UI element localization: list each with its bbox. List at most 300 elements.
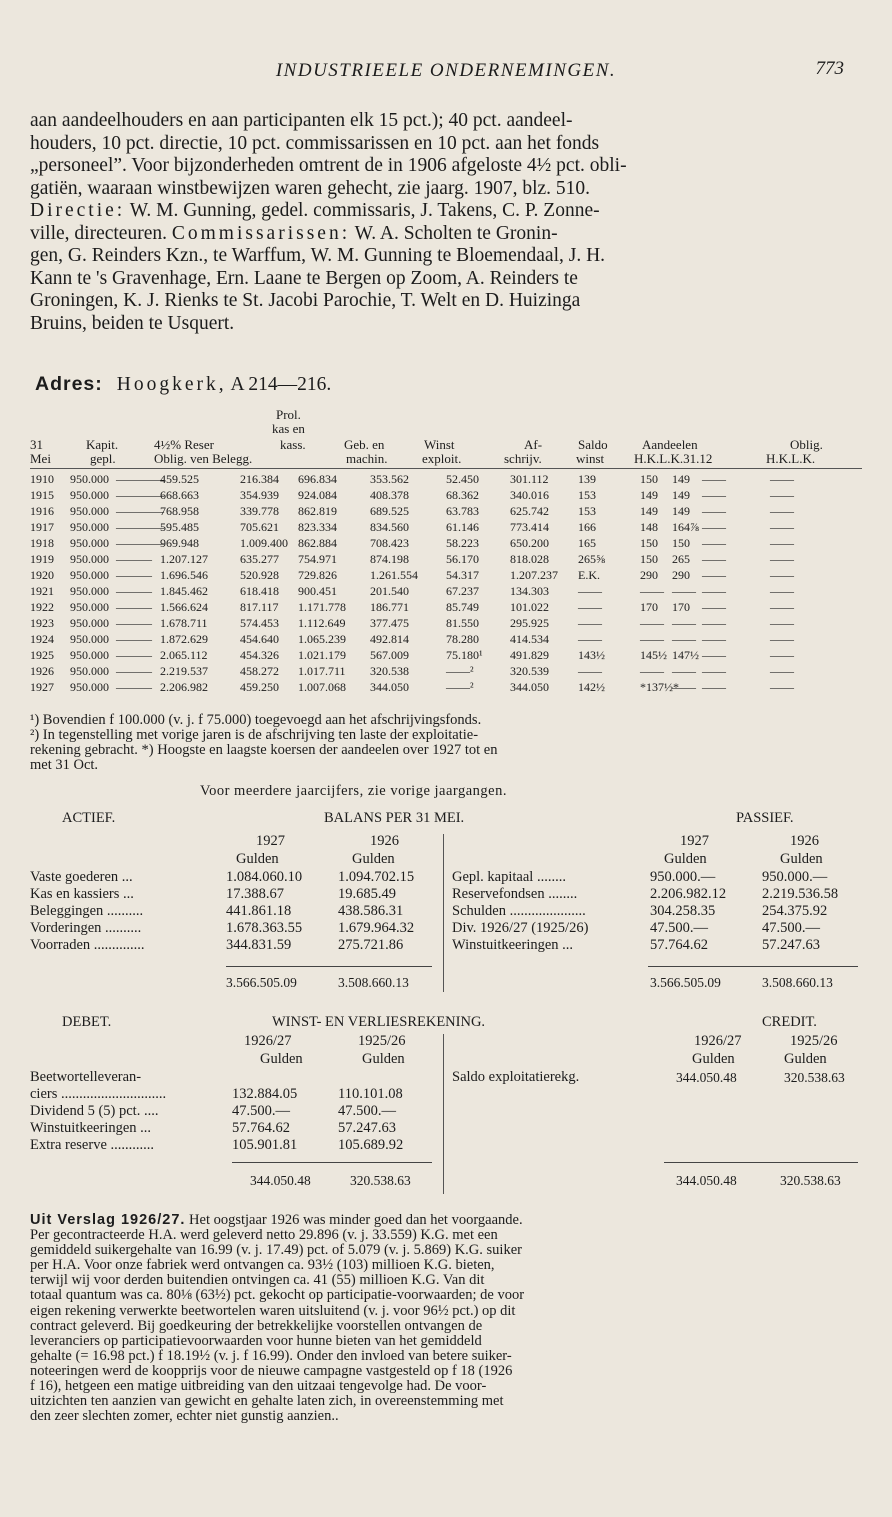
address-label: Adres:	[35, 373, 103, 395]
winst-row-value: 105.689.92	[338, 1137, 404, 1153]
table-cell: 170	[640, 600, 658, 614]
table-cell: 148	[640, 520, 658, 534]
winst-row-value: 57.764.62	[232, 1120, 290, 1136]
table-cell: ——	[702, 504, 726, 518]
table-cell: 950.000	[70, 680, 109, 694]
table-cell: 320.538	[370, 664, 409, 678]
table-row	[30, 600, 862, 616]
table-cell: ——	[578, 664, 602, 678]
table-cell: 924.084	[298, 488, 337, 502]
table-cell: 153	[578, 488, 596, 502]
table-cell: 85.749	[446, 600, 479, 614]
table-cell: 1917	[30, 520, 54, 534]
balans-title: BALANS PER 31 MEI.	[324, 810, 465, 826]
intro-line: „personeel”. Voor bijzonderheden omtrent de in 1906 afgeloste 4½ pct. obli-	[30, 155, 627, 176]
table-cell: 149	[672, 504, 690, 518]
balans-row-value: 57.764.62	[650, 937, 708, 953]
table-cell: 1.021.179	[298, 648, 346, 662]
table-cell: 1.112.649	[298, 616, 346, 630]
table-cell: ——	[770, 504, 794, 518]
table-cell: 149	[640, 488, 658, 502]
table-cell: 1.872.629	[160, 632, 208, 646]
table-cell: 862.884	[298, 536, 337, 550]
table-row	[30, 648, 862, 664]
address-line	[35, 373, 331, 396]
table-row	[30, 536, 862, 552]
table-cell: 1.009.400	[240, 536, 288, 550]
table-cell: 773.414	[510, 520, 549, 534]
table-cell: ——	[770, 472, 794, 486]
table-cell: 950.000	[70, 472, 109, 486]
table-cell: ——	[770, 680, 794, 694]
address-number: A 214—216.	[230, 374, 332, 395]
table-cell: ——	[672, 664, 696, 678]
balans-total: 3.508.660.13	[762, 975, 833, 990]
balans-unit: Gulden	[352, 851, 395, 867]
winst-total: 344.050.48	[250, 1173, 311, 1188]
header-oblig: Oblig. ven Belegg.	[154, 451, 253, 466]
winst-row-label: Extra reserve ............	[30, 1137, 155, 1153]
table-cell: 635.277	[240, 552, 279, 566]
table-cell: ——	[770, 488, 794, 502]
table-cell: 295.925	[510, 616, 549, 630]
table-cell: ——	[770, 632, 794, 646]
winst-row-value: 105.901.81	[232, 1137, 298, 1153]
balans-row-value: 438.586.31	[338, 903, 404, 919]
table-cell: 1910	[30, 472, 54, 486]
winst-row-label: Dividend 5 (5) pct. ....	[30, 1103, 159, 1119]
table-cell: 950.000	[70, 488, 109, 502]
balans-row-label: Kas en kassiers ...	[30, 886, 134, 902]
table-cell: 61.146	[446, 520, 479, 534]
balans-row-value: 1.094.702.15	[338, 869, 415, 885]
header-gepl: gepl.	[90, 451, 116, 466]
intro-line: Bruins, beiden te Usquert.	[30, 312, 235, 334]
table-cell: ——	[702, 568, 726, 582]
table-cell: 344.050	[510, 680, 549, 694]
balans-row-value: 254.375.92	[762, 903, 828, 919]
winst-year: 1926/27	[244, 1033, 292, 1049]
balans-year: 1926	[370, 833, 399, 849]
table-cell: ——	[640, 584, 664, 598]
table-cell: 950.000	[70, 584, 109, 598]
verslag-line	[30, 1213, 862, 1228]
winst-credit-title: CREDIT.	[762, 1014, 817, 1030]
table-cell: 166	[578, 520, 596, 534]
verslag-line: eigen rekening verwerkte beetwortelen waren uitsluitend (v. j. voor 96½ pct.) op dit	[30, 1302, 516, 1319]
table-cell: 567.009	[370, 648, 409, 662]
table-cell: 186.771	[370, 600, 409, 614]
verslag-line: uitzichten ten aanzien van gewicht en gehalte laten zich, in overeenstemming met	[30, 1393, 504, 1410]
table-cell: ——	[672, 680, 696, 694]
table-cell: 1922	[30, 600, 54, 614]
balans-row-value: 950.000.—	[762, 869, 828, 885]
table-cell: 2.219.537	[160, 664, 208, 678]
table-cell: 520.928	[240, 568, 279, 582]
header-saldo-winst: winst	[576, 451, 605, 466]
balans-row-label: Schulden .....................	[452, 903, 586, 919]
table-cell: ————	[116, 536, 164, 550]
header-geb: Geb. en	[344, 437, 385, 452]
balans-total: 3.566.505.09	[650, 975, 721, 990]
winst-total: 344.050.48	[676, 1173, 737, 1188]
header-exploit: exploit.	[422, 451, 462, 466]
table-cell: ————	[116, 472, 164, 486]
balans-year: 1926	[790, 833, 819, 849]
table-cell: 950.000	[70, 632, 109, 646]
verslag-line: Per gecontracteerde H.A. werd geleverd netto 29.896 (v. j. 33.559) K.G. met een	[30, 1227, 498, 1244]
verslag-label: Uit Verslag 1926/27.	[30, 1212, 186, 1228]
table-cell: 1.696.546	[160, 568, 208, 582]
intro-line: gatiën, waaraan winstbewijzen waren gehecht, zie jaarg. 1907, blz. 510.	[30, 177, 591, 199]
table-cell: 454.640	[240, 632, 279, 646]
winst-year: 1925/26	[790, 1033, 838, 1049]
table-cell: 339.778	[240, 504, 279, 518]
header-schrijv: schrijv.	[504, 451, 542, 466]
balans-row-value: 441.861.18	[226, 903, 292, 919]
balans-row-value: 304.258.35	[650, 903, 716, 919]
winst-credit-label: Saldo exploitatierekg.	[452, 1069, 580, 1085]
header-prol: Prol.	[276, 407, 301, 422]
balans-total: 3.508.660.13	[338, 975, 409, 990]
winst-unit: Gulden	[260, 1051, 303, 1067]
table-cell: 142½	[578, 680, 605, 694]
table-cell: ——	[702, 632, 726, 646]
header-winst: Winst	[424, 437, 455, 452]
table-cell: 1.007.068	[298, 680, 346, 694]
footnote-line: ²) In tegenstelling met vorige jaren is de afschrijving ten laste der exploitatie-	[30, 727, 479, 743]
table-cell: ——	[578, 600, 602, 614]
table-cell: 58.223	[446, 536, 479, 550]
table-cell: 950.000	[70, 648, 109, 662]
table-cell: ——	[702, 536, 726, 550]
winst-total-rule	[232, 1162, 432, 1163]
table-cell: ———	[116, 616, 152, 630]
table-cell: 668.663	[160, 488, 199, 502]
table-cell: 834.560	[370, 520, 409, 534]
table-cell: 150	[672, 536, 690, 550]
balans-row-value: 47.500.—	[650, 920, 708, 936]
table-cell: 1.065.239	[298, 632, 346, 646]
winst-row-value: 47.500.—	[232, 1103, 290, 1119]
table-cell: ———	[116, 552, 152, 566]
table-cell: 165	[578, 536, 596, 550]
table-cell: 340.016	[510, 488, 549, 502]
table-cell: ——	[702, 664, 726, 678]
table-row	[30, 472, 862, 488]
table-cell: 650.200	[510, 536, 549, 550]
balans-row-label: Beleggingen ..........	[30, 903, 144, 919]
intro-line: houders, 10 pct. directie, 10 pct. commissarissen en 10 pct. aan het fonds	[30, 132, 600, 154]
table-cell: ——	[672, 632, 696, 646]
table-cell: 216.384	[240, 472, 279, 486]
table-cell: ————	[116, 520, 164, 534]
table-cell: 1.678.711	[160, 616, 208, 630]
table-cell: 52.450	[446, 472, 479, 486]
commissarissen-label: Commissarissen:	[171, 222, 351, 244]
table-cell: ——	[770, 568, 794, 582]
balans-row-value: 17.388.67	[226, 886, 284, 902]
table-cell: ———	[116, 680, 152, 694]
balans-total-rule	[226, 966, 432, 967]
table-cell: 149	[672, 472, 690, 486]
balans-unit: Gulden	[236, 851, 279, 867]
table-row	[30, 504, 862, 520]
header-oblig-2: Oblig.	[790, 437, 823, 452]
table-cell: 950.000	[70, 600, 109, 614]
table-cell: 950.000	[70, 536, 109, 550]
table-cell: 150	[640, 552, 658, 566]
winst-unit: Gulden	[692, 1051, 735, 1067]
table-cell: ——	[770, 552, 794, 566]
table-cell: 754.971	[298, 552, 337, 566]
table-cell: E.K.	[578, 568, 600, 582]
table-cell: ——	[702, 520, 726, 534]
table-cell: 150	[640, 472, 658, 486]
table-cell: 950.000	[70, 520, 109, 534]
header-kass: kass.	[280, 437, 306, 452]
winst-title: WINST- EN VERLIESREKENING.	[272, 1014, 486, 1030]
table-cell: ——	[672, 616, 696, 630]
table-cell: 950.000	[70, 568, 109, 582]
running-title: INDUSTRIEELE ONDERNEMINGEN.	[275, 60, 617, 81]
table-cell: 458.272	[240, 664, 279, 678]
address-value: Hoogkerk,	[116, 374, 227, 395]
table-row	[30, 552, 862, 568]
table-cell: ——	[702, 488, 726, 502]
winst-row-value: 132.884.05	[232, 1086, 298, 1102]
balans-total: 3.566.505.09	[226, 975, 297, 990]
header-saldo: Saldo	[578, 437, 608, 452]
verslag-line: per H.A. Voor onze fabriek werd ontvangen ca. 93½ (103) millioen K.G. bieten,	[30, 1257, 495, 1274]
table-cell: 618.418	[240, 584, 279, 598]
table-cell: 823.334	[298, 520, 337, 534]
table-cell: 454.326	[240, 648, 279, 662]
table-cell: ——	[578, 616, 602, 630]
balans-row-label: Div. 1926/27 (1925/26)	[452, 920, 589, 936]
table-cell: 768.958	[160, 504, 199, 518]
winst-row-label: Winstuitkeeringen ...	[30, 1120, 152, 1136]
balans-row-label: Vaste goederen ...	[30, 869, 133, 885]
table-row	[30, 616, 862, 632]
table-cell: 143½	[578, 648, 605, 662]
directie-text: W. M. Gunning, gedel. commissaris, J. Takens, C. P. Zonne-	[125, 200, 600, 221]
table-cell: 1920	[30, 568, 54, 582]
balans-row-value: 1.679.964.32	[338, 920, 415, 936]
page-header	[0, 52, 892, 92]
winst-total-rule	[664, 1162, 858, 1163]
table-cell: 950.000	[70, 552, 109, 566]
intro-line	[30, 223, 862, 246]
intro-line: gen, G. Reinders Kzn., te Warffum, W. M. Gunning te Bloemendaal, J. H.	[30, 245, 606, 266]
balans-row-label: Vorderingen ..........	[30, 920, 142, 936]
intro-line	[30, 200, 862, 223]
table-cell: 201.540	[370, 584, 409, 598]
table-cell: 1.207.127	[160, 552, 208, 566]
table-cell: 149	[672, 488, 690, 502]
table-cell: ——	[640, 664, 664, 678]
winst-unit: Gulden	[784, 1051, 827, 1067]
table-cell: 1.845.462	[160, 584, 208, 598]
table-cell: 139	[578, 472, 596, 486]
winst-total: 320.538.63	[780, 1173, 841, 1188]
table-cell: 1925	[30, 648, 54, 662]
table-cell: 1926	[30, 664, 54, 678]
table-cell: 1927	[30, 680, 54, 694]
header-machin: machin.	[346, 451, 388, 466]
table-cell: ——	[770, 664, 794, 678]
table-cell: ——	[672, 584, 696, 598]
winst-debet-title: DEBET.	[62, 1014, 112, 1030]
table-cell: 134.303	[510, 584, 549, 598]
table-cell: ——	[578, 632, 602, 646]
table-cell: ——	[702, 552, 726, 566]
table-cell: 344.050	[370, 680, 409, 694]
table-cell: 320.539	[510, 664, 549, 678]
winst-year: 1926/27	[694, 1033, 742, 1049]
verslag-line: leveranciers op participatievoorwaarden voor hunne bieten van het gemiddeld	[30, 1332, 482, 1349]
table-cell: 874.198	[370, 552, 409, 566]
line6-b: W. A. Scholten te Gronin-	[350, 222, 558, 244]
header-kapit: Kapit.	[86, 437, 119, 452]
table-cell: ——	[770, 584, 794, 598]
intro-line: Kann te 's Gravenhage, Ern. Laane te Bergen op Zoom, A. Reinders te	[30, 267, 578, 289]
table-cell: ———	[116, 568, 152, 582]
table-cell: ———	[116, 664, 152, 678]
balans-divider	[443, 834, 444, 992]
balans-row-value: 2.219.536.58	[762, 886, 839, 902]
header-hklk-2: H.K.L.K.	[766, 451, 816, 466]
table-cell: ——	[770, 616, 794, 630]
header-rule	[30, 468, 862, 469]
balans-row-value: 344.831.59	[226, 937, 292, 953]
winst-divider	[443, 1034, 444, 1194]
intro-line: aan aandeelhouders en aan participanten elk 15 pct.); 40 pct. aandeel-	[30, 110, 573, 131]
directie-label: Directie:	[30, 200, 126, 221]
table-cell: 147½	[672, 648, 699, 662]
table-cell: 265	[672, 552, 690, 566]
table-cell: 1916	[30, 504, 54, 518]
balans-actief-title: ACTIEF.	[62, 810, 116, 826]
balans-row-value: 57.247.63	[762, 937, 820, 953]
winst-row-label: ciers .............................	[30, 1086, 167, 1102]
balans-passief-title: PASSIEF.	[736, 810, 794, 826]
table-cell: 408.378	[370, 488, 409, 502]
table-cell: 1.261.554	[370, 568, 418, 582]
verslag-first: Het oogstjaar 1926 was minder goed dan het voorgaande.	[185, 1212, 523, 1228]
table-cell: 301.112	[510, 472, 549, 486]
winst-credit-value: 320.538.63	[784, 1070, 845, 1085]
table-cell: 708.423	[370, 536, 409, 550]
table-cell: ——	[702, 616, 726, 630]
balans-row-label: Reservefondsen ........	[452, 886, 578, 902]
table-cell: ———	[116, 632, 152, 646]
balans-row-value: 950.000.—	[650, 869, 716, 885]
footnote-line: rekening gebracht. *) Hoogste en laagste koersen der aandeelen over 1927 tot en	[30, 742, 498, 758]
balans-row-value: 2.206.982.12	[650, 886, 727, 902]
table-cell: ——	[770, 536, 794, 550]
table-cell: 164⅞	[672, 520, 699, 534]
header-aandeelen: Aandeelen	[642, 437, 698, 452]
verslag-line: den zeer slechten zomer, echter niet gunstig aanzien..	[30, 1408, 339, 1425]
winst-year: 1925/26	[358, 1033, 406, 1049]
winst-row-value: 47.500.—	[338, 1103, 396, 1119]
balans-row-label: Winstuitkeeringen ...	[452, 937, 574, 953]
table-cell: 705.621	[240, 520, 279, 534]
table-cell: ——	[770, 520, 794, 534]
table-cell: ——	[578, 584, 602, 598]
table-cell: 149	[640, 504, 658, 518]
table-cell: 817.117	[240, 600, 279, 614]
table-cell: 153	[578, 504, 596, 518]
balans-row-value: 275.721.86	[338, 937, 404, 953]
header-reser: 4½% Reser	[154, 437, 214, 452]
balans-row-value: 1.678.363.55	[226, 920, 303, 936]
header-hklk: H.K.L.K.31.12	[634, 451, 713, 466]
table-cell: 150	[640, 536, 658, 550]
verslag-line: terwijl wij voor derden buitendien ontvingen ca. 41 (55) millioen K.G. Van dit	[30, 1272, 485, 1289]
table-cell: 900.451	[298, 584, 337, 598]
table-cell: 491.829	[510, 648, 549, 662]
winst-row-value: 110.101.08	[338, 1086, 403, 1102]
winst-unit: Gulden	[362, 1051, 405, 1067]
table-row	[30, 664, 862, 680]
table-cell: 2.206.982	[160, 680, 208, 694]
header-31: 31	[30, 437, 43, 452]
table-cell: 595.485	[160, 520, 199, 534]
table-row	[30, 632, 862, 648]
table-cell: ————	[116, 488, 164, 502]
table-cell: 818.028	[510, 552, 549, 566]
table-cell: 950.000	[70, 664, 109, 678]
verslag-line: contract geleverd. Bij goedkeuring der betrekkelijke voorstellen ontvangen de	[30, 1317, 483, 1334]
table-cell: ——²	[446, 680, 474, 694]
balans-row-label: Voorraden ..............	[30, 937, 145, 953]
header-kassen: kas en	[272, 421, 305, 436]
balans-unit: Gulden	[780, 851, 823, 867]
balans-total-rule	[648, 966, 858, 967]
table-cell: 1924	[30, 632, 54, 646]
table-cell: 2.065.112	[160, 648, 208, 662]
table-cell: ——	[640, 632, 664, 646]
table-cell: 414.534	[510, 632, 549, 646]
table-cell: 1919	[30, 552, 54, 566]
table-cell: 145½	[640, 648, 667, 662]
header-af: Af-	[524, 437, 543, 452]
winst-total: 320.538.63	[350, 1173, 411, 1188]
table-row	[30, 488, 862, 504]
table-cell: 75.180¹	[446, 648, 483, 662]
table-cell: ——	[702, 648, 726, 662]
table-cell: ——	[770, 600, 794, 614]
page-number: 773	[815, 58, 844, 79]
table-cell: ———	[116, 584, 152, 598]
table-cell: 265⅝	[578, 552, 605, 566]
table-cell: 574.453	[240, 616, 279, 630]
see-more-note: Voor meerdere jaarcijfers, zie vorige jaargangen.	[200, 783, 507, 799]
verslag-line: totaal quantum was ca. 80⅛ (63½) pct. gekocht op participatie-voorwaarden; de voor	[30, 1287, 525, 1304]
table-cell: 729.826	[298, 568, 337, 582]
table-cell: ———	[116, 600, 152, 614]
table-cell: 1.566.624	[160, 600, 208, 614]
winst-credit-value: 344.050.48	[676, 1070, 737, 1085]
line6-a: ville, directeuren.	[30, 222, 172, 244]
table-cell: 68.362	[446, 488, 479, 502]
table-row	[30, 568, 862, 584]
table-cell: 56.170	[446, 552, 479, 566]
table-cell: 1918	[30, 536, 54, 550]
balans-row-label: Gepl. kapitaal ........	[452, 869, 566, 885]
